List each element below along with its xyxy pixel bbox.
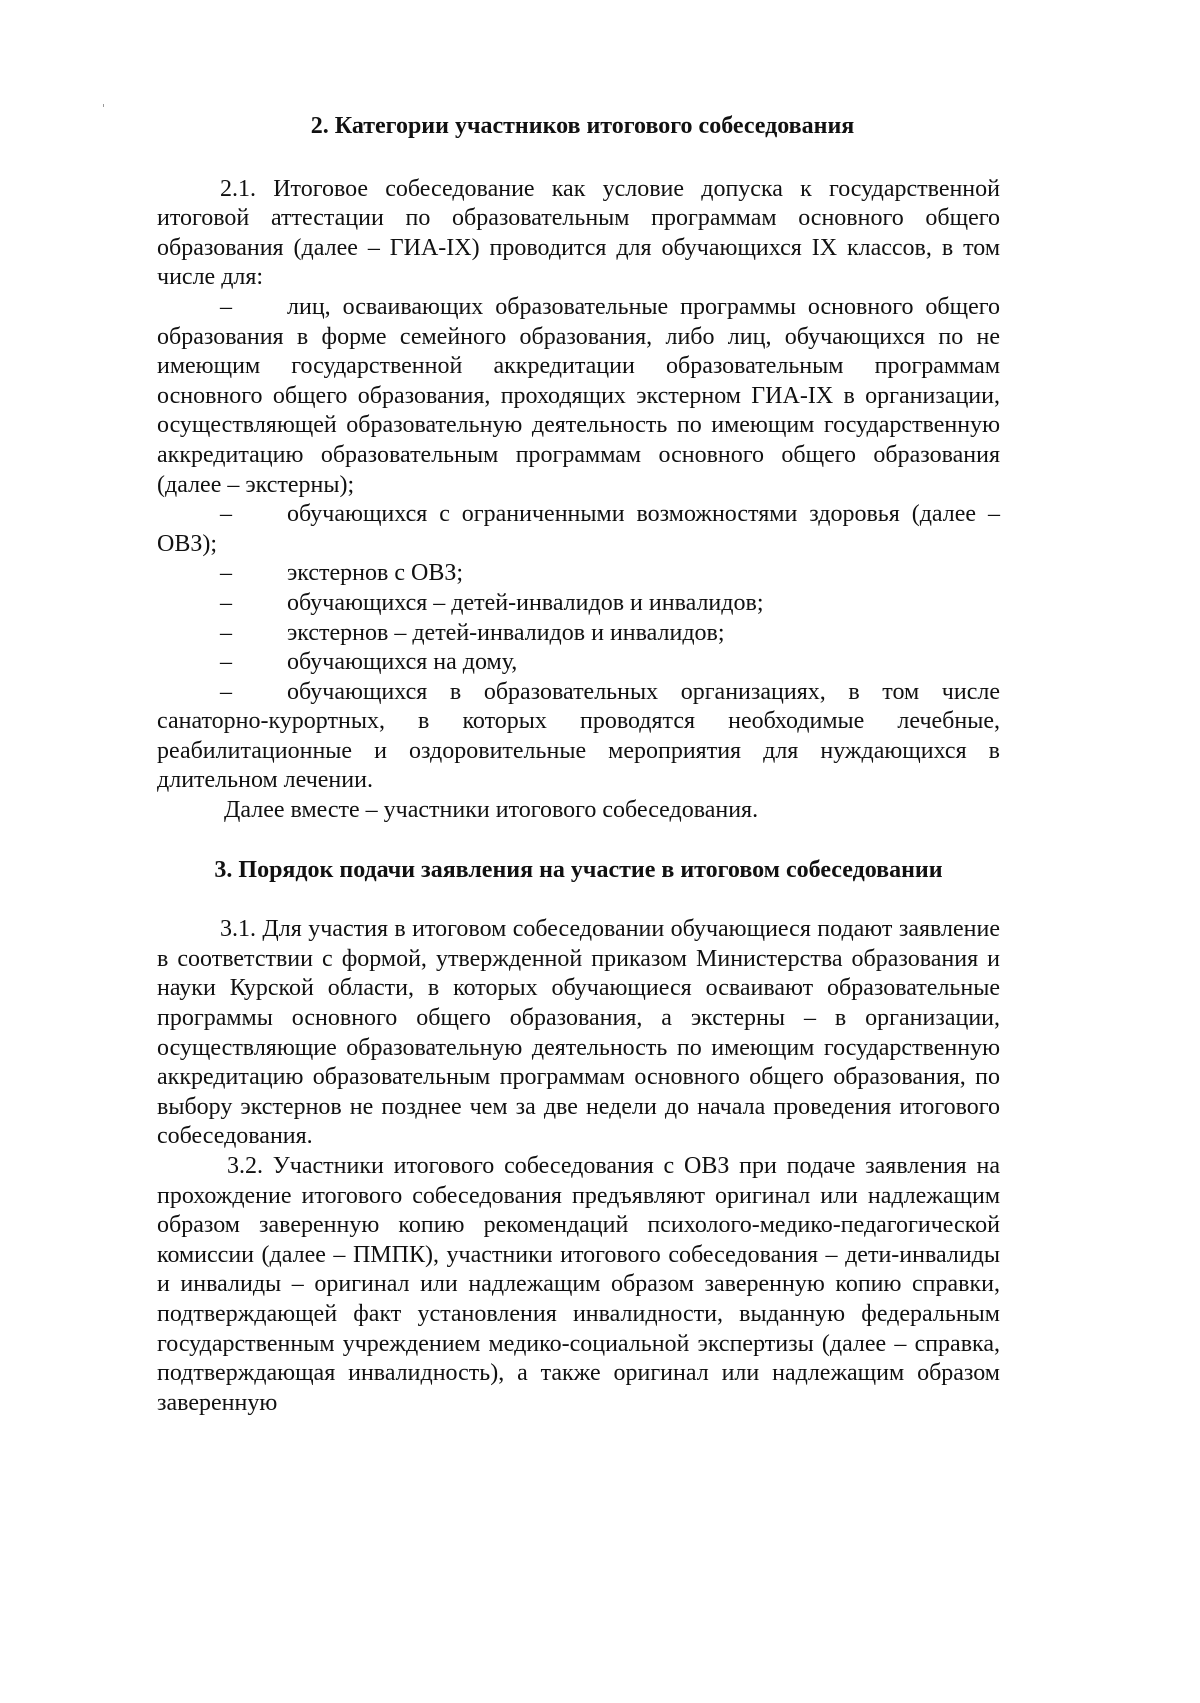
list-item bbox=[157, 678, 1000, 796]
paragraph-3-2: 3.2. Участники итогового собеседования с ОВЗ при подаче заявления на прохождение итогового собеседования предъявляют оригинал или надлежащим образом заверенную копию рекомендаций психолого-медико-педагогической комиссии (далее – ПМПК), участники итогового собеседования – дети-инвалиды и инвалиды – оригинал или надлежащим образом заверенную копию справки, подтверждающей факт установления инвалидности, выданную федеральным государственным учреждением медико-социальной экспертизы (далее – справка, подтверждающая инвалидность), а также оригинал или надлежащим образом заверенную bbox=[157, 1153, 1000, 1416]
dash-marker: – bbox=[220, 501, 232, 528]
list-item-text: обучающихся в образовательных организациях, в том числе санаторно-курортных, в которых проводятся необходимые лечебные, реабилитационные и оздоровительные мероприятия для нуждающихся в длительном лечении. bbox=[157, 678, 1000, 794]
list-item-text: лиц, осваивающих образовательные программы основного общего образования в форме семейного образования, либо лиц, обучающихся по не имеющим государственной аккредитации образовательным программам основного общего образования, проходящих экстерном ГИА-IX в организации, осуществляющей образовательную деятельность по имеющим государственную аккредитацию образовательным программам основного общего образования (далее – экстерны); bbox=[157, 293, 1000, 498]
dash-marker: – bbox=[220, 649, 232, 676]
list-item bbox=[157, 619, 1000, 649]
paragraph-2-1: 2.1. Итоговое собеседование как условие допуска к государственной итоговой аттестации по образовательным программам основного общего образования (далее – ГИА-IX) проводится для обучающихся IX классов, в том числе для: bbox=[157, 175, 1000, 291]
list-item bbox=[157, 589, 1000, 619]
dash-marker: – bbox=[220, 589, 232, 616]
section-2-title: 2. Категории участников итогового собеседования bbox=[310, 113, 855, 139]
dash-marker: – bbox=[220, 560, 232, 587]
participant-categories-list bbox=[157, 293, 1000, 796]
dash-marker: – bbox=[220, 678, 232, 705]
list-item-text: обучающихся на дому, bbox=[287, 649, 518, 676]
list-item bbox=[157, 293, 1000, 500]
dash-marker: – bbox=[220, 293, 232, 320]
document-body bbox=[157, 112, 1000, 1418]
list-item-text: обучающихся с ограниченными возможностями здоровья (далее – ОВЗ); bbox=[157, 501, 1000, 557]
paragraph-3-1: 3.1. Для участия в итоговом собеседовании обучающиеся подают заявление в соответствии с формой, утвержденной приказом Министерства образования и науки Курской области, в которых обучающиеся осваивают образовательные программы основного общего образования, а экстерны – в организации, осуществляющие образовательную деятельность по имеющим государственную аккредитацию образовательным программам основного общего образования, по выбору экстернов не позднее чем за две недели до начала проведения итогового собеседования. bbox=[157, 916, 1000, 1150]
section-3-title: 3. Порядок подачи заявления на участие в итоговом собеседовании bbox=[214, 856, 943, 883]
list-item bbox=[157, 648, 1000, 678]
closing-line: Далее вместе – участники итогового собеседования. bbox=[224, 797, 759, 824]
list-item-text: экстернов – детей-инвалидов и инвалидов; bbox=[287, 619, 725, 646]
scan-mark bbox=[103, 104, 104, 107]
list-item-text: экстернов с ОВЗ; bbox=[287, 560, 464, 587]
list-item-text: обучающихся – детей-инвалидов и инвалидов; bbox=[287, 589, 764, 616]
dash-marker: – bbox=[220, 619, 232, 646]
list-item bbox=[157, 559, 1000, 589]
list-item bbox=[157, 500, 1000, 559]
